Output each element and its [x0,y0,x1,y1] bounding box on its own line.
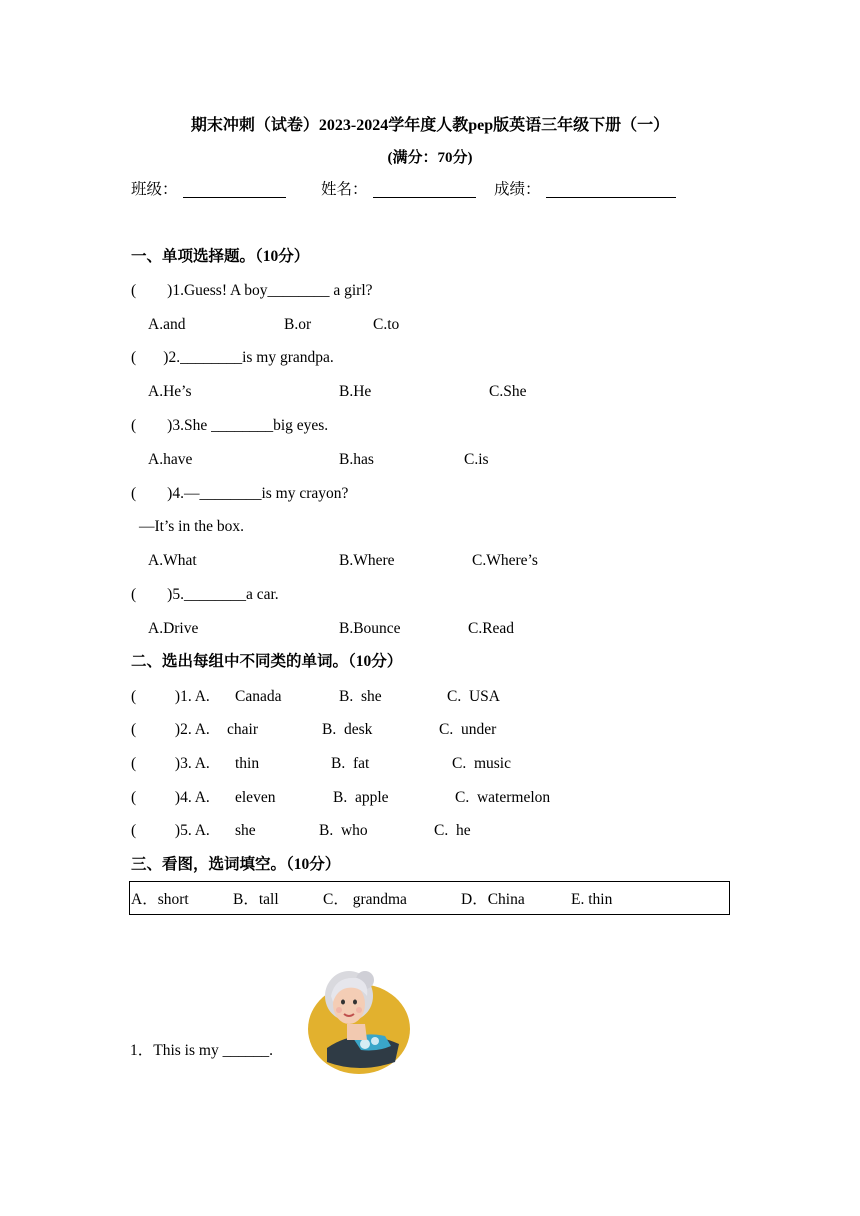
s3-question1: 1．This is my ______. [130,1042,273,1059]
word-option-c: C． grandma [323,891,407,908]
q4-option-c: C.Where’s [472,552,538,569]
s2-row4-prefix: ( )4. A. [131,789,210,806]
s2-row4-c: C. watermelon [455,789,551,806]
s2-row5-a: she [235,822,256,839]
s2-row3-prefix: ( )3. A. [131,755,210,772]
section1-heading: 一、单项选择题。（10分） [131,248,310,265]
section3-heading: 三、看图，选词填空。（10分） [131,856,341,873]
q3-option-b: B.has [339,451,374,468]
grandma-portrait-icon [299,948,405,1058]
q1-option-c: C.to [373,316,400,333]
section2-heading: 二、选出每组中不同类的单词。（10分） [131,653,403,670]
s2-row1-prefix: ( )1. A. [131,688,210,705]
q5-option-c: C.Read [468,620,515,637]
q4-line2: —It’s in the box. [139,518,245,535]
q1-stem: ( )1.Guess! A boy________ a girl? [131,282,373,299]
q4-stem: ( )4.—________is my crayon? [131,485,349,502]
q2-option-a: A.He’s [148,383,192,400]
name-label: 姓名： [321,181,368,198]
class-blank[interactable] [183,197,286,198]
grade-blank[interactable] [546,197,676,198]
grade-label: 成绩： [494,181,541,198]
q1-option-a: A.and [148,316,186,333]
s2-row2-prefix: ( )2. A. [131,721,210,738]
q3-stem: ( )3.She ________big eyes. [131,417,329,434]
q5-option-b: B.Bounce [339,620,401,637]
q4-option-b: B.Where [339,552,395,569]
s2-row2-a: chair [227,721,258,738]
q2-stem: ( )2.________is my grandpa. [131,349,334,366]
s2-row2-b: B. desk [322,721,373,738]
q3-option-c: C.is [464,451,489,468]
s2-row3-b: B. fat [331,755,370,772]
s2-row5-c: C. he [434,822,471,839]
s2-row4-b: B. apple [333,789,389,806]
q2-option-c: C.She [489,383,527,400]
q5-option-a: A.Drive [148,620,199,637]
s2-row2-c: C. under [439,721,497,738]
q2-option-b: B.He [339,383,372,400]
s2-row3-a: thin [235,755,260,772]
q3-option-a: A.have [148,451,193,468]
word-option-a: A．short [131,891,189,908]
name-blank[interactable] [373,197,476,198]
s2-row1-c: C. USA [447,688,500,705]
s2-row4-a: eleven [235,789,276,806]
word-bank-box [129,881,730,915]
word-option-d: D．China [461,891,525,908]
s2-row5-b: B. who [319,822,368,839]
class-label: 班级： [131,181,178,198]
word-option-e: E. thin [571,891,613,908]
s2-row3-c: C. music [452,755,511,772]
word-option-b: B．tall [233,891,279,908]
page-title: 期末冲刺（试卷）2023-2024学年度人教pep版英语三年级下册（一） [190,117,670,134]
s2-row1-b: B. she [339,688,382,705]
score-note: (满分：70分) [387,150,473,166]
q4-option-a: A.What [148,552,197,569]
s2-row1-a: Canada [235,688,282,705]
q1-option-b: B.or [284,316,312,333]
s2-row5-prefix: ( )5. A. [131,822,210,839]
q5-stem: ( )5.________a car. [131,586,279,603]
